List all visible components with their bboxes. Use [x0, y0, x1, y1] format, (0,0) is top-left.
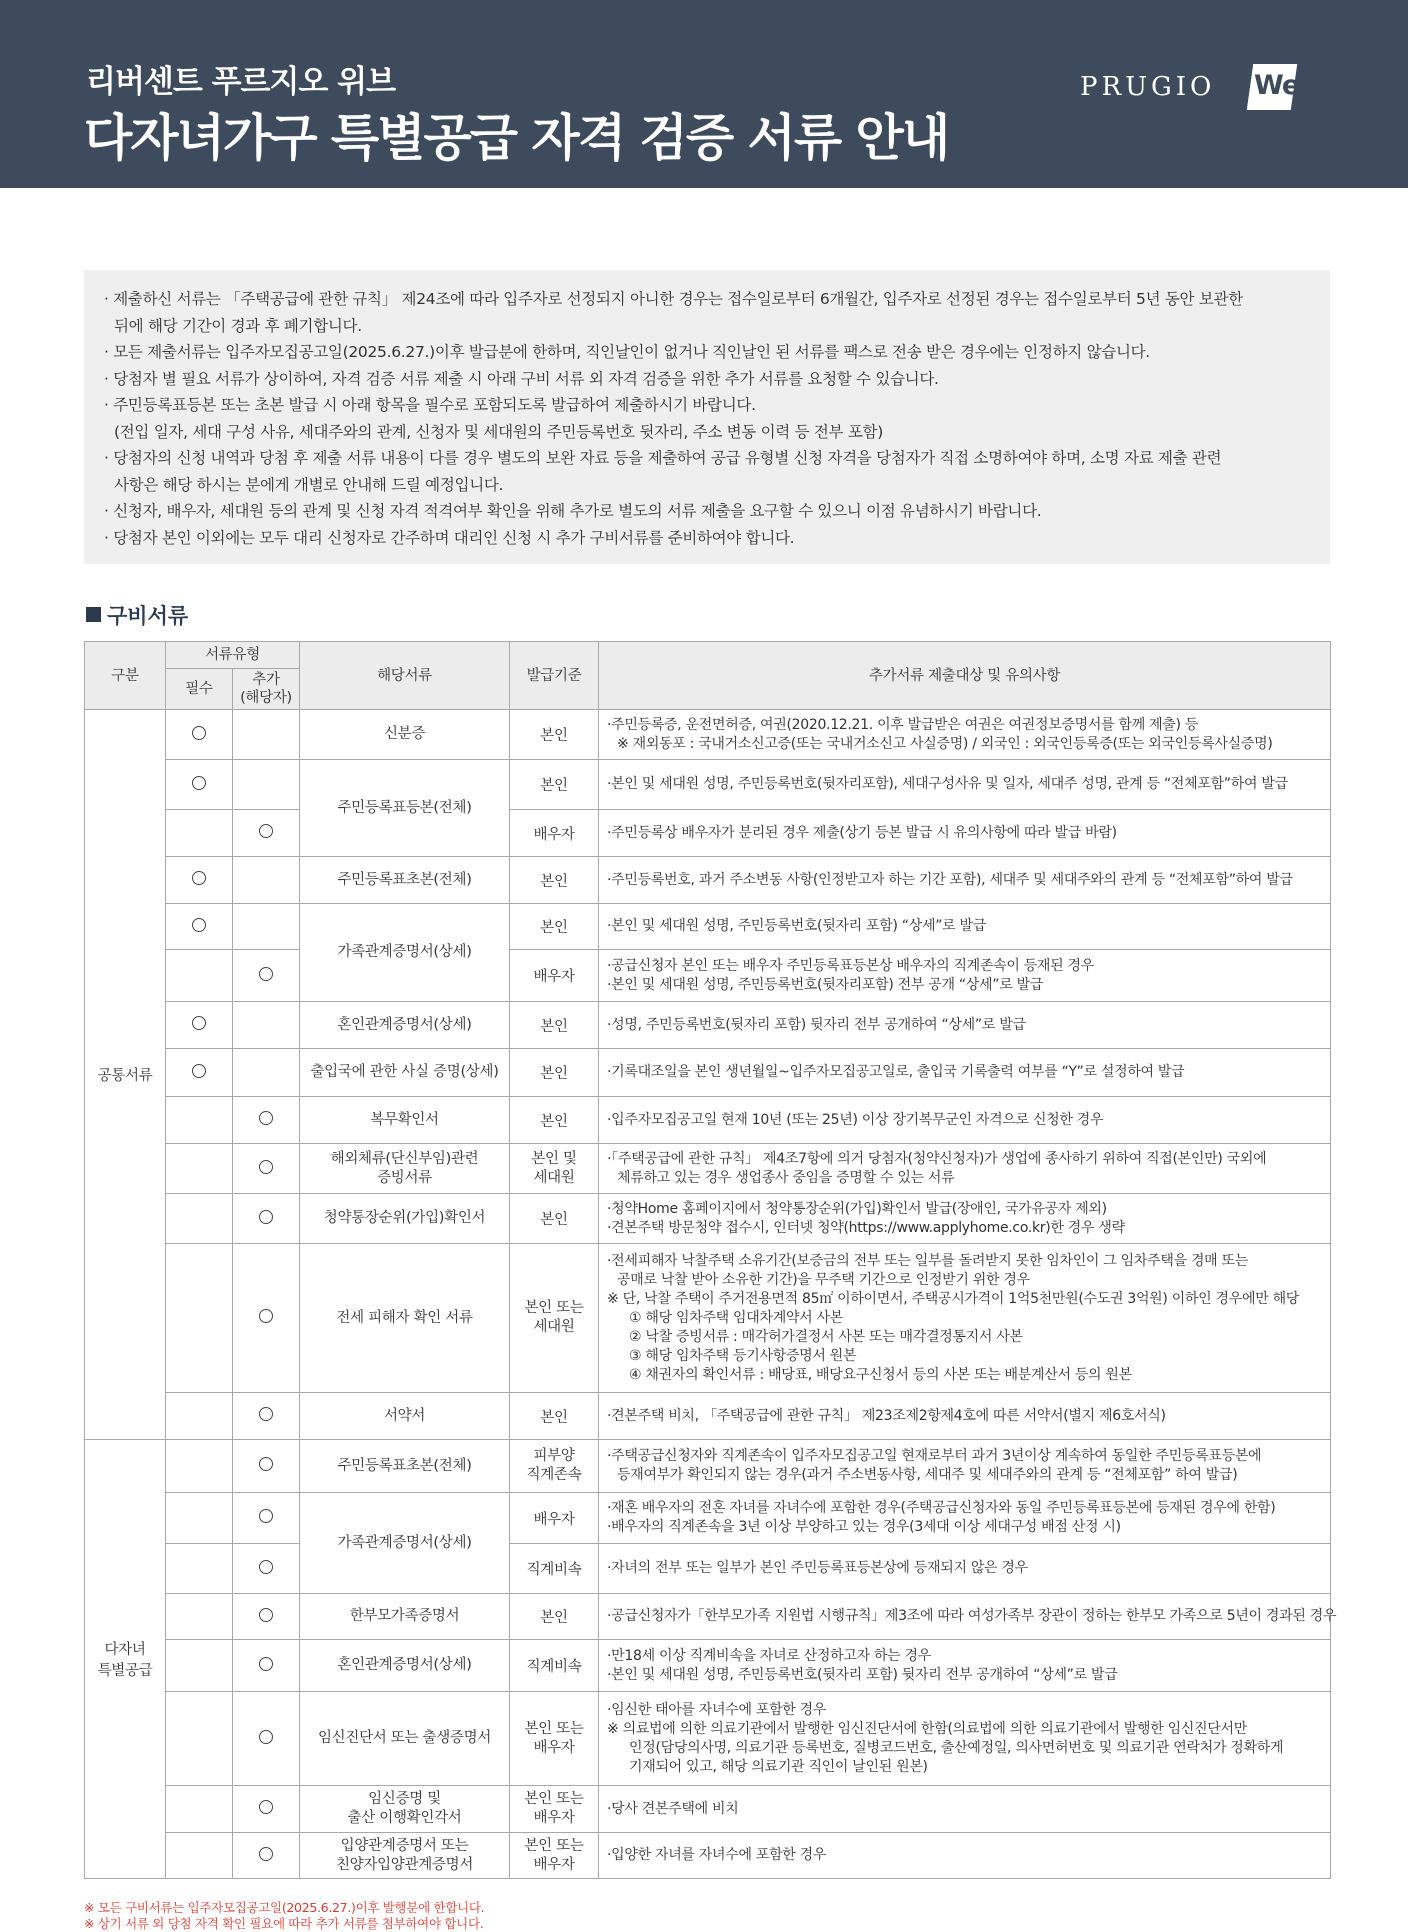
required-cell — [166, 1097, 233, 1144]
note-line: ·주민등록증, 운전면허증, 여권(2020.12.21. 이후 발급받은 여권은 여권정보증명서를 함께 제출) 등 — [607, 716, 1199, 733]
additional-cell — [233, 1244, 300, 1393]
table-row — [85, 1640, 1331, 1692]
additional-cell — [233, 710, 300, 760]
note-line: 공매로 낙찰 받아 소유한 기간)을 무주택 기간으로 인정받기 위한 경우 — [617, 1271, 1030, 1288]
note-cell — [599, 1244, 1331, 1393]
circle-mark-icon — [259, 1657, 273, 1671]
additional-cell — [233, 1692, 300, 1786]
document-name — [300, 1144, 510, 1194]
note-line: ※ 의료법에 의한 의료기관에서 발행한 임신진단서에 한함(의료법에 의한 의료기관에서 발행한 임신진단서만 — [607, 1720, 1247, 1737]
table-row — [85, 1440, 1331, 1493]
issue-basis: 직계비속 — [510, 1544, 599, 1594]
note-cell — [599, 1640, 1331, 1692]
header-additional-sub: (해당자) — [240, 690, 292, 706]
note-line: ③ 해당 임차주택 등기사항증명서 원본 — [629, 1347, 857, 1364]
note-line: ·배우자의 직계존속을 3년 이상 부양하고 있는 경우(3세대 이상 세대구성 배점 산정 시) — [607, 1519, 1121, 1535]
required-cell — [166, 1640, 233, 1692]
header-banner — [0, 0, 1408, 188]
issue-basis-line: 본인 또는 — [524, 1791, 584, 1807]
table-row — [85, 1833, 1331, 1879]
table-row — [85, 857, 1331, 904]
issue-basis — [510, 1144, 599, 1194]
required-cell — [166, 1493, 233, 1544]
note-cell: ·당사 견본주택에 비치 — [599, 1786, 1331, 1833]
issue-basis-line: 본인 또는 — [524, 1720, 584, 1737]
footnote: ※ 모든 구비서류는 입주자모집공고일(2025.6.27.)이후 발행분에 한합니다. — [84, 1900, 485, 1915]
note-cell: ·견본주택 비치, 「주택공급에 관한 규칙」 제23조제2항제4호에 따른 서약서(별지 제6호서식) — [599, 1393, 1331, 1440]
required-cell — [166, 1833, 233, 1879]
header-category: 구분 — [85, 642, 166, 710]
issue-basis: 직계비속 — [510, 1640, 599, 1692]
note-line: ·「주택공급에 관한 규칙」 제4조7항에 의거 당첨자(청약신청자)가 생업에 종사하기 위하여 직접(본인만) 국외에 — [607, 1150, 1267, 1167]
additional-cell — [233, 1786, 300, 1833]
notice-line: · 당첨자 별 필요 서류가 상이하여, 자격 검증 서류 제출 시 아래 구비 서류 외 자격 검증을 위한 추가 서류를 요청할 수 있습니다. — [104, 369, 939, 388]
required-cell — [166, 904, 233, 950]
page-title: 다자녀가구 특별공급 자격 검증 서류 안내 — [84, 109, 949, 167]
note-cell — [599, 1144, 1331, 1194]
document-name — [300, 1786, 510, 1833]
category-special-line: 특별공급 — [97, 1663, 153, 1679]
circle-mark-icon — [259, 1407, 273, 1421]
document-name: 서약서 — [300, 1393, 510, 1440]
table-row — [85, 810, 1331, 857]
note-line: 체류하고 있는 경우 생업종사 중임을 증명할 수 있는 서류 — [617, 1169, 955, 1186]
issue-basis: 본인 — [510, 710, 599, 760]
circle-mark-icon — [259, 1509, 273, 1523]
note-cell: ·입주자모집공고일 현재 10년 (또는 25년) 이상 장기복무군인 자격으로 신청한 경우 — [599, 1097, 1331, 1144]
table-row — [85, 1393, 1331, 1440]
circle-mark-icon — [192, 726, 206, 740]
table-row — [85, 1144, 1331, 1194]
required-cell — [166, 710, 233, 760]
document-name: 임신진단서 또는 출생증명서 — [300, 1692, 510, 1786]
additional-cell — [233, 1833, 300, 1879]
square-bullet-icon — [86, 607, 101, 622]
section-title-text: 구비서류 — [107, 604, 189, 628]
category-special-line: 다자녀 — [104, 1642, 146, 1658]
header-required: 필수 — [166, 669, 233, 710]
additional-cell — [233, 1440, 300, 1493]
circle-mark-icon — [192, 1016, 206, 1030]
issue-basis: 본인 — [510, 1393, 599, 1440]
note-line: 등재여부가 확인되지 않는 경우(과거 주소변동사항, 세대주 및 세대주와의 관계 등 “전체포함” 하여 발급) — [617, 1467, 1238, 1483]
circle-mark-icon — [259, 1309, 273, 1323]
weve-logo-text: We've — [1254, 70, 1341, 101]
issue-basis — [510, 1833, 599, 1879]
table-row — [85, 1594, 1331, 1640]
additional-cell — [233, 1493, 300, 1544]
document-name: 한부모가족증명서 — [300, 1594, 510, 1640]
additional-cell — [233, 1594, 300, 1640]
issue-basis: 배우자 — [510, 810, 599, 857]
circle-mark-icon — [259, 967, 273, 981]
required-cell — [166, 1002, 233, 1049]
table-row — [85, 760, 1331, 810]
note-cell: ·성명, 주민등록번호(뒷자리 포함) 뒷자리 전부 공개하여 “상세”로 발급 — [599, 1002, 1331, 1049]
issue-basis-line: 본인 또는 — [524, 1837, 584, 1854]
notice-line: · 주민등록표등본 또는 초본 발급 시 아래 항목을 필수로 포함되도록 발급하여 제출하시기 바랍니다. — [104, 396, 756, 414]
issue-basis-line: 본인 및 — [531, 1150, 577, 1167]
header-notes: 추가서류 제출대상 및 유의사항 — [599, 642, 1331, 710]
document-name: 혼인관계증명서(상세) — [300, 1002, 510, 1049]
circle-mark-icon — [192, 776, 206, 790]
required-cell — [166, 1194, 233, 1244]
note-line: ·청약Home 홈페이지에서 청약통장순위(가입)확인서 발급(장애인, 국가유공자 제외) — [607, 1200, 1107, 1217]
table-row — [85, 710, 1331, 760]
header-doc-type: 서류유형 — [166, 642, 300, 669]
issue-basis: 배우자 — [510, 1493, 599, 1544]
document-name: 신분증 — [300, 710, 510, 760]
note-cell: ·주민등록번호, 과거 주소변동 사항(인정받고자 하는 기간 포함), 세대주 및 세대주와의 관계 등 “전체포함”하여 발급 — [599, 857, 1331, 904]
prugio-logo: PRUGIO — [1080, 72, 1216, 102]
note-line: ※ 재외동포 : 국내거소신고증(또는 국내거소신고 사실증명) / 외국인 : 외국인등록증(또는 외국인등록사실증명) — [617, 735, 1273, 752]
document-name: 청약통장순위(가입)확인서 — [300, 1194, 510, 1244]
issue-basis: 본인 — [510, 1002, 599, 1049]
document-name: 가족관계증명서(상세) — [300, 904, 510, 1002]
note-cell — [599, 950, 1331, 1002]
required-cell — [166, 810, 233, 857]
document-name: 출입국에 관한 사실 증명(상세) — [300, 1049, 510, 1097]
issue-basis-line: 세대원 — [533, 1319, 575, 1335]
required-cell — [166, 1692, 233, 1786]
circle-mark-icon — [192, 918, 206, 932]
note-line: ② 낙찰 증빙서류 : 매각허가결정서 사본 또는 매각결정통지서 사본 — [629, 1328, 1023, 1345]
note-line: ·주택공급신청자와 직계존속이 입주자모집공고일 현재로부터 과거 3년이상 계속하여 동일한 주민등록표등본에 — [607, 1448, 1262, 1464]
issue-basis — [510, 1786, 599, 1833]
issue-basis-line: 배우자 — [533, 1856, 575, 1873]
additional-cell — [233, 1097, 300, 1144]
note-cell: ·본인 및 세대원 성명, 주민등록번호(뒷자리포함), 세대구성사유 및 일자, 세대주 성명, 관계 등 “전체포함”하여 발급 — [599, 760, 1331, 810]
note-cell — [599, 1194, 1331, 1244]
document-name-line: 친양자입양관계증명서 — [335, 1856, 474, 1873]
document-name-line: 입양관계증명서 또는 — [340, 1837, 469, 1854]
notice-line: (전입 일자, 세대 구성 사유, 세대주와의 관계, 신청자 및 세대원의 주민등록번호 뒷자리, 주소 변동 이력 등 전부 포함) — [114, 422, 883, 441]
table-row — [85, 1786, 1331, 1833]
document-name: 전세 피해자 확인 서류 — [300, 1244, 510, 1393]
additional-cell — [233, 1049, 300, 1097]
document-name — [300, 1833, 510, 1879]
note-line: ① 해당 임차주택 임대차계약서 사본 — [629, 1309, 844, 1326]
notice-line: · 당첨자의 신청 내역과 당첨 후 제출 서류 내용이 다를 경우 별도의 보완 자료 등을 제출하여 공급 유형별 신청 자격을 당첨자가 직접 소명하여야 하며, 소명 자료 제출 관련 — [104, 449, 1222, 467]
required-cell — [166, 760, 233, 810]
table-row — [85, 950, 1331, 1002]
additional-cell — [233, 1640, 300, 1692]
additional-cell — [233, 904, 300, 950]
table-row — [85, 1692, 1331, 1786]
required-cell — [166, 1393, 233, 1440]
notice-line: · 당첨자 본인 이외에는 모두 대리 신청자로 간주하며 대리인 신청 시 추가 구비서류를 준비하여야 합니다. — [104, 528, 795, 547]
required-documents-table — [84, 641, 1337, 1879]
issue-basis — [510, 1692, 599, 1786]
document-name: 가족관계증명서(상세) — [300, 1493, 510, 1594]
circle-mark-icon — [192, 871, 206, 885]
issue-basis: 본인 — [510, 1097, 599, 1144]
table-row — [85, 1049, 1331, 1097]
circle-mark-icon — [259, 1730, 273, 1744]
notice-line: · 신청자, 배우자, 세대원 등의 관계 및 신청 자격 적격여부 확인을 위해 추가로 별도의 서류 제출을 요구할 수 있으니 이점 유념하시기 바랍니다. — [104, 502, 1042, 520]
note-line: 기재되어 있고, 해당 의료기관 직인이 날인된 원본) — [629, 1758, 928, 1775]
circle-mark-icon — [259, 1800, 273, 1814]
issue-basis: 본인 — [510, 857, 599, 904]
circle-mark-icon — [259, 1210, 273, 1224]
circle-mark-icon — [192, 1064, 206, 1078]
additional-cell — [233, 857, 300, 904]
notice-line: · 모든 제출서류는 입주자모집공고일(2025.6.27.)이후 발급분에 한하며, 직인날인이 없거나 직인날인 된 서류를 팩스로 전송 받은 경우에는 인정하지 않습니다. — [104, 343, 1150, 361]
required-cell — [166, 857, 233, 904]
issue-basis-line: 직계존속 — [526, 1467, 582, 1483]
issue-basis-line: 배우자 — [533, 1810, 575, 1826]
issue-basis: 본인 — [510, 1594, 599, 1640]
issue-basis — [510, 1244, 599, 1393]
header-document: 해당서류 — [300, 642, 510, 710]
complex-name: 리버센트 푸르지오 위브 — [86, 64, 396, 100]
notice-box — [84, 270, 1330, 564]
table-row — [85, 1244, 1331, 1393]
note-cell — [599, 1440, 1331, 1493]
document-name: 주민등록표등본(전체) — [300, 760, 510, 857]
required-cell — [166, 1244, 233, 1393]
circle-mark-icon — [259, 1560, 273, 1574]
required-cell — [166, 1786, 233, 1833]
notice-line: 사항은 해당 하시는 분에게 개별로 안내해 드릴 예정입니다. — [114, 475, 504, 494]
note-line: ④ 채권자의 확인서류 : 배당표, 배당요구신청서 등의 사본 또는 배분계산서 등의 원본 — [629, 1366, 1132, 1383]
issue-basis: 본인 — [510, 1194, 599, 1244]
category-special — [85, 1440, 166, 1879]
note-line: ·견본주택 방문청약 접수시, 인터넷 청약(https://www.applyhome.co.kr)한 경우 생략 — [607, 1219, 1125, 1236]
table-row — [85, 1493, 1331, 1544]
note-cell — [599, 1692, 1331, 1786]
table-row — [85, 1194, 1331, 1244]
document-name-line: 임신증명 및 — [368, 1791, 441, 1807]
note-line: ·공급신청자 본인 또는 배우자 주민등록표등본상 배우자의 직계존속이 등재된 경우 — [607, 957, 1094, 974]
note-line: 인정(담당의사명, 의료기관 등록번호, 질병코드번호, 출산예정일, 의사면허번호 및 의료기관 연락처가 정확하게 — [629, 1739, 1284, 1756]
table-row — [85, 904, 1331, 950]
additional-cell — [233, 1544, 300, 1594]
note-line: ·전세피해자 낙찰주택 소유기간(보증금의 전부 또는 일부를 돌려받지 못한 임차인이 그 임차주택을 경매 또는 — [607, 1252, 1248, 1269]
required-cell — [166, 1440, 233, 1493]
note-line: ※ 단, 낙찰 주택이 주거전용면적 85㎡ 이하이면서, 주택공시가격이 1억5천만원(수도권 3억원) 이하인 경우에만 해당 — [607, 1290, 1300, 1307]
table-row — [85, 1544, 1331, 1594]
required-cell — [166, 1049, 233, 1097]
header-issue-basis: 발급기준 — [510, 642, 599, 710]
circle-mark-icon — [259, 1847, 273, 1861]
issue-basis: 본인 — [510, 1049, 599, 1097]
note-cell: ·본인 및 세대원 성명, 주민등록번호(뒷자리 포함) “상세”로 발급 — [599, 904, 1331, 950]
additional-cell — [233, 950, 300, 1002]
footnote: ※ 상기 서류 외 당첨 자격 확인 필요에 따라 추가 서류를 첨부하여야 합니다. — [84, 1916, 484, 1931]
required-cell — [166, 950, 233, 1002]
required-cell — [166, 1594, 233, 1640]
issue-basis: 배우자 — [510, 950, 599, 1002]
issue-basis-line: 본인 또는 — [524, 1300, 584, 1316]
header-additional — [233, 669, 300, 710]
document-name-line: 해외체류(단신부임)관련 — [330, 1150, 479, 1167]
category-common: 공통서류 — [85, 710, 166, 1440]
circle-mark-icon — [259, 1457, 273, 1471]
note-cell: ·기록대조일을 본인 생년월일~입주자모집공고일로, 출입국 기록출력 여부를 “Y”로 설정하여 발급 — [599, 1049, 1331, 1097]
note-line: ·본인 및 세대원 성명, 주민등록번호(뒷자리 포함) 뒷자리 전부 공개하여 “상세”로 발급 — [607, 1666, 1118, 1683]
note-line: ·재혼 배우자의 전혼 자녀를 자녀수에 포함한 경우(주택공급신청자와 동일 주민등록표등본에 등재된 경우에 한함) — [607, 1500, 1276, 1516]
note-cell — [599, 1493, 1331, 1544]
issue-basis: 본인 — [510, 904, 599, 950]
document-name-line: 증빙서류 — [377, 1169, 432, 1186]
notice-line: 뒤에 해당 기간이 경과 후 폐기합니다. — [114, 316, 362, 335]
note-cell: ·자녀의 전부 또는 일부가 본인 주민등록표등본상에 등재되지 않은 경우 — [599, 1544, 1331, 1594]
additional-cell — [233, 1393, 300, 1440]
circle-mark-icon — [259, 1111, 273, 1125]
issue-basis-line: 피부양 — [533, 1448, 575, 1464]
document-name: 혼인관계증명서(상세) — [300, 1640, 510, 1692]
additional-cell — [233, 1194, 300, 1244]
header-additional-label: 추가 — [252, 672, 280, 688]
additional-cell — [233, 1002, 300, 1049]
circle-mark-icon — [259, 1608, 273, 1622]
note-cell — [599, 710, 1331, 760]
document-name: 주민등록표초본(전체) — [300, 1440, 510, 1493]
table-row — [85, 1002, 1331, 1049]
note-cell: ·공급신청자가「한부모가족 지원법 시행규칙」제3조에 따라 여성가족부 장관이 정하는 한부모 가족으로 5년이 경과된 경우 — [599, 1594, 1331, 1640]
issue-basis — [510, 1440, 599, 1493]
document-name: 주민등록표초본(전체) — [300, 857, 510, 904]
note-cell: ·주민등록상 배우자가 분리된 경우 제출(상기 등본 발급 시 유의사항에 따라 발급 바람) — [599, 810, 1331, 857]
required-cell — [166, 1544, 233, 1594]
issue-basis: 본인 — [510, 760, 599, 810]
notice-line: · 제출하신 서류는 「주택공급에 관한 규칙」 제24조에 따라 입주자로 선정되지 아니한 경우는 접수일로부터 6개월간, 입주자로 선정된 경우는 접수일로부터 5년 동안 보관한 — [104, 290, 1243, 308]
weve-logo — [1250, 62, 1341, 112]
required-cell — [166, 1144, 233, 1194]
note-line: ·임신한 태아를 자녀수에 포함한 경우 — [607, 1701, 827, 1718]
issue-basis-line: 배우자 — [533, 1739, 575, 1756]
circle-mark-icon — [259, 824, 273, 838]
section-title — [86, 600, 188, 630]
document-name: 복무확인서 — [300, 1097, 510, 1144]
additional-cell — [233, 1144, 300, 1194]
issue-basis-line: 세대원 — [533, 1169, 575, 1186]
note-cell: ·입양한 자녀를 자녀수에 포함한 경우 — [599, 1833, 1331, 1879]
document-name-line: 출산 이행확인각서 — [347, 1810, 462, 1826]
note-line: ·본인 및 세대원 성명, 주민등록번호(뒷자리포함) 전부 공개 “상세”로 발급 — [607, 976, 1044, 993]
additional-cell — [233, 760, 300, 810]
table-row — [85, 1097, 1331, 1144]
additional-cell — [233, 810, 300, 857]
note-line: ·만18세 이상 직계비속을 자녀로 산정하고자 하는 경우 — [607, 1647, 931, 1664]
circle-mark-icon — [259, 1160, 273, 1174]
